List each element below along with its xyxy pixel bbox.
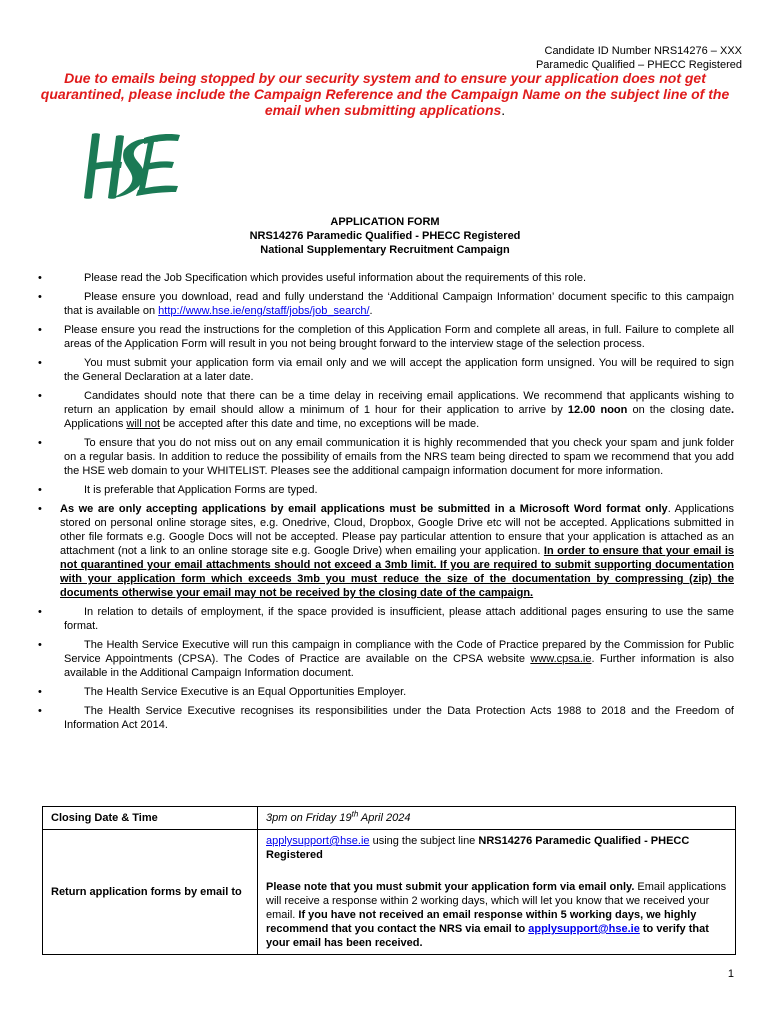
table-row <box>43 807 736 830</box>
list-item: • To ensure that you do not miss out on any email communication it is highly recommended that you check your spam and junk folder on a regular basis. In addition to reduce the possibility of emails from the NRS team being directed to spam we recommend that you add the HSE web domain to your WHITELIST. Pleases see the additional campaign information document for more information. <box>38 437 734 477</box>
email-warning-notice <box>30 70 740 118</box>
list-item: • Please ensure you read the instructions for the completion of this Application Form and complete all areas, in full. Failure to complete all areas of the Application Form will result in you not being brought forward to the interview stage of the selection process. <box>38 324 734 350</box>
campaign-reference-title: NRS14276 Paramedic Qualified - PHECC Registered <box>249 230 521 242</box>
application-info-table <box>42 806 736 955</box>
qualification-line: Paramedic Qualified – PHECC Registered <box>535 59 742 71</box>
form-title: APPLICATION FORM <box>330 216 440 228</box>
list-item: • In relation to details of employment, if the space provided is insufficient, please attach additional pages ensuring to use the same format. <box>38 606 734 632</box>
bullet-icon: • <box>38 686 42 698</box>
warning-text: Due to emails being stopped by our security system and to ensure your application does not get quarantined, please include the Campaign Reference and the Campaign Name on the subject line of the email when submitting applications <box>40 70 730 118</box>
page-header <box>536 44 742 72</box>
return-forms-label: Return application forms by email to <box>43 830 258 955</box>
apply-support-email-link-2[interactable]: applysupport@hse.ie <box>528 923 640 935</box>
email-only-note: Please note that you must submit your application form via email only. Email applications will receive a response within 2 working days, which will let you know that we received your email. If you have not received an email response within 5 working days, we highly recommend that you contact the NRS via email to applysupport@hse.ie to verify that your email has been received. <box>266 881 727 949</box>
bullet-icon: • <box>38 484 42 496</box>
list-item: • It is preferable that Application Forms are typed. <box>38 484 318 496</box>
closing-date-value: 3pm on Friday 19th April 2024 <box>258 807 736 830</box>
list-item: • Please read the Job Specification which provides useful information about the requirements of this role. <box>38 272 587 284</box>
bullet-icon: • <box>38 272 42 284</box>
bullet-icon: • <box>38 639 42 651</box>
return-forms-value <box>258 830 736 955</box>
table-row <box>43 830 736 955</box>
bullet-icon: • <box>38 437 42 449</box>
page-number: 1 <box>727 968 734 980</box>
list-item: • The Health Service Executive is an Equal Opportunities Employer. <box>38 686 407 698</box>
form-title-block <box>0 215 770 257</box>
warning-end: . <box>501 102 506 118</box>
bullet-icon: • <box>38 705 42 717</box>
list-item: • As we are only accepting applications by email applications must be submitted in a Microsoft Word format only. Applications stored on personal online storage sites, e.g. Onedrive, Cloud, Dropbox, Google Drive etc will not be accepted. Applications submitted in other file formats e.g. Google Docs will not be accepted. Please pay particular attention to ensure that your application is attached as an attachment (not a link to an online storage site e.g. Google Drive) when emailing your application. In order to ensure that your email is not quarantined your email attachments should not exceed a 3mb limit. If you are required to submit supporting documentation with your application form which exceeds 3mb you must reduce the size of the documentation by compressing (zip) the documents otherwise your email may not be received by the closing date of the campaign. <box>38 503 734 599</box>
hse-logo <box>78 128 182 204</box>
apply-support-email-link[interactable]: applysupport@hse.ie <box>266 835 370 847</box>
bullet-icon: • <box>38 291 42 303</box>
bullet-icon: • <box>38 606 42 618</box>
list-item: • The Health Service Executive recognises its responsibilities under the Data Protection Acts 1988 to 2018 and the Freedom of Information Act 2014. <box>38 705 734 731</box>
list-item: • Candidates should note that there can be a time delay in receiving email applications. We recommend that applicants wishing to return an application by email should allow a minimum of 1 hour for their application to arrive by 12.00 noon on the closing date. Applications will not be accepted after this date and time, no exceptions will be made. <box>38 390 735 430</box>
bullet-icon: • <box>38 324 42 336</box>
list-item: • The Health Service Executive will run this campaign in compliance with the Code of Practice prepared by the Commission for Public Service Appointments (CPSA). The Codes of Practice are available on the CPSA website www.cpsa.ie. Further information is also available in the Additional Campaign Information document. <box>38 639 734 679</box>
cpsa-website-link[interactable]: www.cpsa.ie <box>530 653 592 665</box>
return-email-line: applysupport@hse.ie using the subject line NRS14276 Paramedic Qualified - PHECC Registered <box>266 835 690 861</box>
instructions-list <box>38 271 734 737</box>
bullet-icon: • <box>38 390 42 402</box>
list-item: • Please ensure you download, read and fully understand the ‘Additional Campaign Information’ document specific to this campaign that is available on http://www.hse.ie/eng/staff/jobs/job_search/. <box>38 291 734 317</box>
hse-jobs-link[interactable]: http://www.hse.ie/eng/staff/jobs/job_search/ <box>158 305 370 317</box>
list-item: • You must submit your application form via email only and we will accept the application form unsigned. You will be required to sign the General Declaration at a later date. <box>38 357 734 383</box>
hse-logo-mark <box>78 128 182 204</box>
bullet-icon: • <box>38 503 42 515</box>
bullet-icon: • <box>38 357 42 369</box>
closing-date-label: Closing Date & Time <box>43 807 258 830</box>
candidate-id-line: Candidate ID Number NRS14276 – XXX <box>544 45 742 57</box>
campaign-name-title: National Supplementary Recruitment Campaign <box>260 244 510 256</box>
